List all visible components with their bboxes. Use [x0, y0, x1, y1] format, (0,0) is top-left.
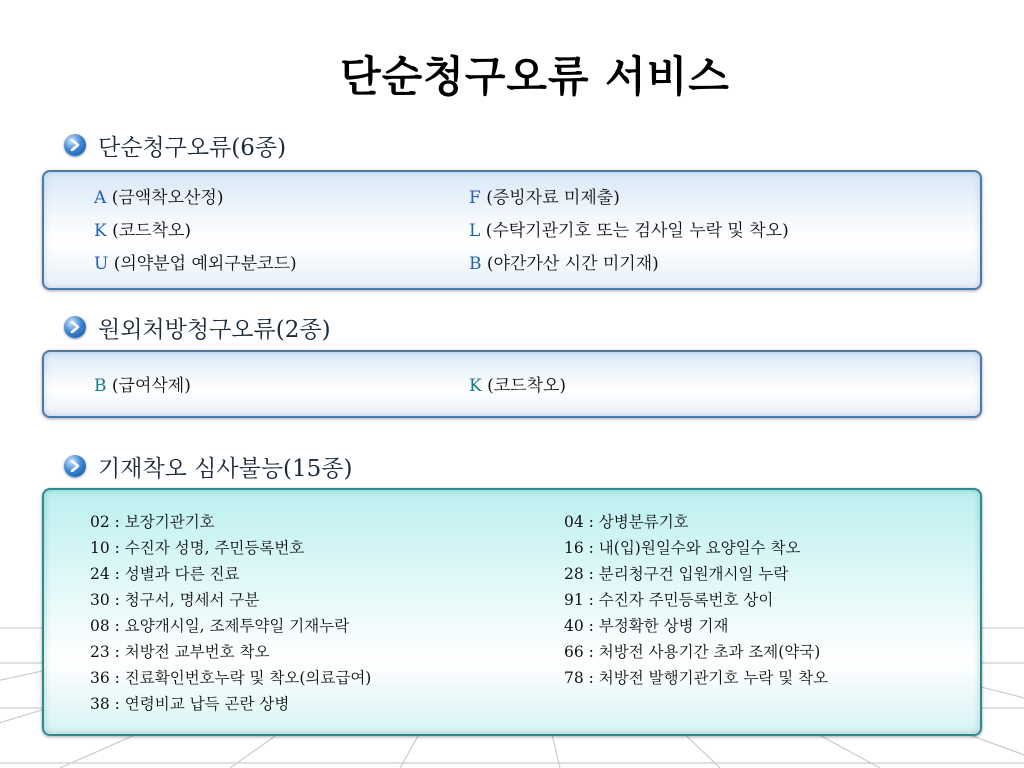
list-item: B (급여삭제) — [94, 376, 191, 396]
chevron-right-circle-icon — [64, 316, 86, 338]
list-item: 30 : 청구서, 명세서 구분 — [90, 591, 260, 609]
list-item: 40 : 부정확한 상병 기재 — [564, 617, 729, 635]
list-item: 04 : 상병분류기호 — [564, 513, 689, 531]
section-heading-entry-errors — [64, 451, 353, 481]
list-item: 16 : 내(입)원일수와 요양일수 착오 — [564, 539, 801, 557]
simple-errors-box — [42, 170, 982, 290]
list-item: B (야간가산 시간 미기재) — [469, 254, 659, 274]
page-title: 단순청구오류 서비스 — [340, 52, 730, 101]
list-item: 78 : 처방전 발행기관기호 누락 및 착오 — [564, 669, 829, 687]
list-item: F (증빙자료 미제출) — [469, 188, 620, 208]
list-item: 28 : 분리청구건 입원개시일 누락 — [564, 565, 789, 583]
section-heading-label: 단순청구오류(6종) — [98, 134, 287, 161]
list-item: A (금액착오산정) — [94, 188, 224, 208]
outpatient-prescription-errors-box — [42, 350, 982, 418]
list-item: 66 : 처방전 사용기간 초과 조제(약국) — [564, 643, 821, 661]
chevron-right-circle-icon — [64, 455, 86, 477]
list-item: 10 : 수진자 성명, 주민등록번호 — [90, 539, 305, 557]
list-item: K (코드착오) — [469, 376, 567, 396]
section-heading-simple-errors — [64, 130, 286, 160]
section-heading-outpatient-prescription-errors — [64, 312, 331, 342]
list-item: 23 : 처방전 교부번호 착오 — [90, 643, 270, 661]
list-item: 08 : 요양개시일, 조제투약일 기재누락 — [90, 617, 350, 635]
list-item: 38 : 연령비교 납득 곤란 상병 — [90, 695, 290, 713]
section-heading-label: 원외처방청구오류(2종) — [98, 316, 331, 343]
list-item: 91 : 수진자 주민등록번호 상이 — [564, 591, 774, 609]
list-item: K (코드착오) — [94, 221, 192, 241]
entry-errors-box — [42, 488, 982, 736]
list-item: L (수탁기관기호 또는 검사일 누락 및 착오) — [469, 221, 789, 241]
list-item: 02 : 보장기관기호 — [90, 513, 215, 531]
section-heading-label: 기재착오 심사불능(15종) — [98, 455, 353, 482]
list-item: 36 : 진료확인번호누락 및 착오(의료급여) — [90, 669, 372, 687]
chevron-right-circle-icon — [64, 134, 86, 156]
list-item: 24 : 성별과 다른 진료 — [90, 565, 240, 583]
list-item: U (의약분업 예외구분코드) — [94, 254, 297, 274]
